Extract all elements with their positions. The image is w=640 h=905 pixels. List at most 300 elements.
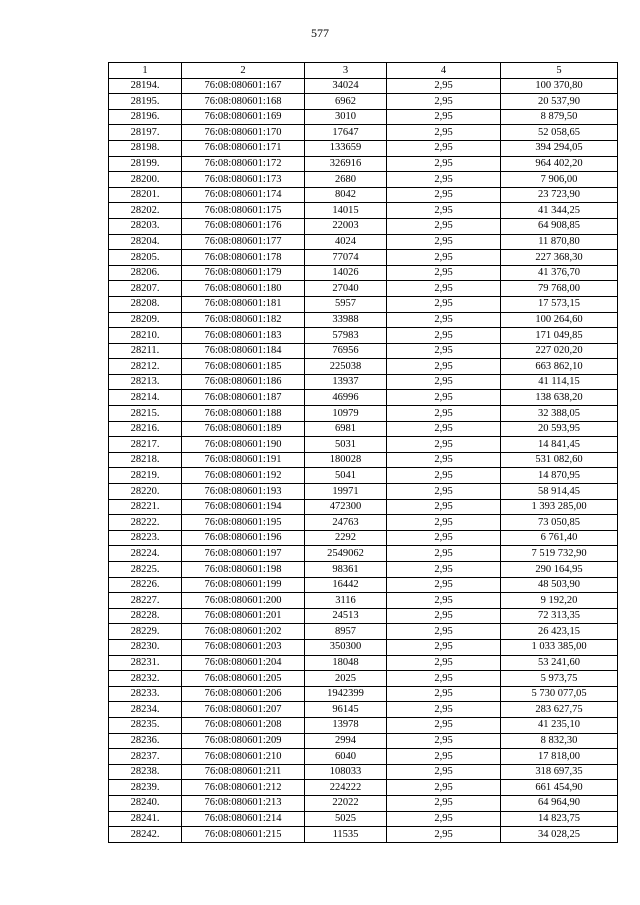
column-header: 4 xyxy=(387,63,501,79)
row-number-cell: 28213. xyxy=(109,374,182,390)
amount-cell: 9 192,20 xyxy=(501,593,618,609)
area-cell: 76956 xyxy=(305,343,387,359)
rate-cell: 2,95 xyxy=(387,639,501,655)
area-cell: 17647 xyxy=(305,125,387,141)
cadastral-number-cell: 76:08:080601:169 xyxy=(182,109,305,125)
amount-cell: 64 908,85 xyxy=(501,218,618,234)
rate-cell: 2,95 xyxy=(387,686,501,702)
table-row xyxy=(109,109,618,125)
rate-cell: 2,95 xyxy=(387,546,501,562)
cadastral-number-cell: 76:08:080601:210 xyxy=(182,749,305,765)
cadastral-number-cell: 76:08:080601:200 xyxy=(182,593,305,609)
table-header-row xyxy=(109,63,618,79)
column-header: 5 xyxy=(501,63,618,79)
cadastral-number-cell: 76:08:080601:188 xyxy=(182,406,305,422)
row-number-cell: 28238. xyxy=(109,764,182,780)
amount-cell: 964 402,20 xyxy=(501,156,618,172)
amount-cell: 58 914,45 xyxy=(501,484,618,500)
table-row xyxy=(109,187,618,203)
cadastral-number-cell: 76:08:080601:176 xyxy=(182,218,305,234)
cadastral-number-cell: 76:08:080601:174 xyxy=(182,187,305,203)
rate-cell: 2,95 xyxy=(387,593,501,609)
amount-cell: 34 028,25 xyxy=(501,827,618,843)
row-number-cell: 28221. xyxy=(109,499,182,515)
amount-cell: 7 906,00 xyxy=(501,172,618,188)
area-cell: 57983 xyxy=(305,328,387,344)
area-cell: 2292 xyxy=(305,530,387,546)
cadastral-number-cell: 76:08:080601:213 xyxy=(182,795,305,811)
cadastral-number-cell: 76:08:080601:189 xyxy=(182,421,305,437)
row-number-cell: 28242. xyxy=(109,827,182,843)
row-number-cell: 28208. xyxy=(109,296,182,312)
amount-cell: 79 768,00 xyxy=(501,281,618,297)
cadastral-number-cell: 76:08:080601:182 xyxy=(182,312,305,328)
table-row xyxy=(109,421,618,437)
area-cell: 108033 xyxy=(305,764,387,780)
area-cell: 5025 xyxy=(305,811,387,827)
row-number-cell: 28207. xyxy=(109,281,182,297)
amount-cell: 100 370,80 xyxy=(501,78,618,94)
amount-cell: 8 879,50 xyxy=(501,109,618,125)
row-number-cell: 28219. xyxy=(109,468,182,484)
row-number-cell: 28231. xyxy=(109,655,182,671)
cadastral-number-cell: 76:08:080601:167 xyxy=(182,78,305,94)
row-number-cell: 28241. xyxy=(109,811,182,827)
table-row xyxy=(109,468,618,484)
cadastral-number-cell: 76:08:080601:184 xyxy=(182,343,305,359)
amount-cell: 138 638,20 xyxy=(501,390,618,406)
table-row xyxy=(109,94,618,110)
cadastral-number-cell: 76:08:080601:209 xyxy=(182,733,305,749)
rate-cell: 2,95 xyxy=(387,94,501,110)
area-cell: 96145 xyxy=(305,702,387,718)
row-number-cell: 28194. xyxy=(109,78,182,94)
table-row xyxy=(109,811,618,827)
rate-cell: 2,95 xyxy=(387,203,501,219)
row-number-cell: 28201. xyxy=(109,187,182,203)
row-number-cell: 28218. xyxy=(109,452,182,468)
cadastral-number-cell: 76:08:080601:193 xyxy=(182,484,305,500)
row-number-cell: 28206. xyxy=(109,265,182,281)
row-number-cell: 28227. xyxy=(109,593,182,609)
row-number-cell: 28211. xyxy=(109,343,182,359)
area-cell: 46996 xyxy=(305,390,387,406)
cadastral-number-cell: 76:08:080601:194 xyxy=(182,499,305,515)
amount-cell: 171 049,85 xyxy=(501,328,618,344)
area-cell: 350300 xyxy=(305,639,387,655)
table-row xyxy=(109,624,618,640)
rate-cell: 2,95 xyxy=(387,827,501,843)
area-cell: 5957 xyxy=(305,296,387,312)
area-cell: 2994 xyxy=(305,733,387,749)
amount-cell: 14 870,95 xyxy=(501,468,618,484)
amount-cell: 394 294,05 xyxy=(501,140,618,156)
cadastral-number-cell: 76:08:080601:201 xyxy=(182,608,305,624)
area-cell: 180028 xyxy=(305,452,387,468)
rate-cell: 2,95 xyxy=(387,717,501,733)
cadastral-number-cell: 76:08:080601:171 xyxy=(182,140,305,156)
table-row xyxy=(109,328,618,344)
table-row xyxy=(109,250,618,266)
rate-cell: 2,95 xyxy=(387,265,501,281)
cadastral-number-cell: 76:08:080601:168 xyxy=(182,94,305,110)
row-number-cell: 28212. xyxy=(109,359,182,375)
row-number-cell: 28216. xyxy=(109,421,182,437)
row-number-cell: 28234. xyxy=(109,702,182,718)
data-table xyxy=(108,62,618,843)
area-cell: 5041 xyxy=(305,468,387,484)
amount-cell: 11 870,80 xyxy=(501,234,618,250)
table-row xyxy=(109,608,618,624)
amount-cell: 318 697,35 xyxy=(501,764,618,780)
row-number-cell: 28237. xyxy=(109,749,182,765)
rate-cell: 2,95 xyxy=(387,328,501,344)
row-number-cell: 28197. xyxy=(109,125,182,141)
row-number-cell: 28200. xyxy=(109,172,182,188)
row-number-cell: 28202. xyxy=(109,203,182,219)
area-cell: 2680 xyxy=(305,172,387,188)
rate-cell: 2,95 xyxy=(387,156,501,172)
amount-cell: 73 050,85 xyxy=(501,515,618,531)
table-row xyxy=(109,156,618,172)
area-cell: 77074 xyxy=(305,250,387,266)
rate-cell: 2,95 xyxy=(387,499,501,515)
rate-cell: 2,95 xyxy=(387,655,501,671)
area-cell: 5031 xyxy=(305,437,387,453)
amount-cell: 17 818,00 xyxy=(501,749,618,765)
rate-cell: 2,95 xyxy=(387,530,501,546)
table-row xyxy=(109,312,618,328)
cadastral-number-cell: 76:08:080601:192 xyxy=(182,468,305,484)
amount-cell: 7 519 732,90 xyxy=(501,546,618,562)
table-row xyxy=(109,562,618,578)
table-row xyxy=(109,795,618,811)
amount-cell: 41 376,70 xyxy=(501,265,618,281)
area-cell: 18048 xyxy=(305,655,387,671)
area-cell: 14015 xyxy=(305,203,387,219)
row-number-cell: 28199. xyxy=(109,156,182,172)
area-cell: 326916 xyxy=(305,156,387,172)
cadastral-number-cell: 76:08:080601:178 xyxy=(182,250,305,266)
table-row xyxy=(109,343,618,359)
rate-cell: 2,95 xyxy=(387,390,501,406)
rate-cell: 2,95 xyxy=(387,515,501,531)
row-number-cell: 28195. xyxy=(109,94,182,110)
rate-cell: 2,95 xyxy=(387,795,501,811)
row-number-cell: 28236. xyxy=(109,733,182,749)
area-cell: 34024 xyxy=(305,78,387,94)
cadastral-number-cell: 76:08:080601:175 xyxy=(182,203,305,219)
table-row xyxy=(109,374,618,390)
cadastral-number-cell: 76:08:080601:195 xyxy=(182,515,305,531)
row-number-cell: 28214. xyxy=(109,390,182,406)
area-cell: 27040 xyxy=(305,281,387,297)
table-row xyxy=(109,702,618,718)
table-row xyxy=(109,686,618,702)
table-row xyxy=(109,780,618,796)
row-number-cell: 28204. xyxy=(109,234,182,250)
rate-cell: 2,95 xyxy=(387,733,501,749)
cadastral-number-cell: 76:08:080601:173 xyxy=(182,172,305,188)
area-cell: 24513 xyxy=(305,608,387,624)
area-cell: 8042 xyxy=(305,187,387,203)
rate-cell: 2,95 xyxy=(387,109,501,125)
area-cell: 6962 xyxy=(305,94,387,110)
rate-cell: 2,95 xyxy=(387,452,501,468)
amount-cell: 290 164,95 xyxy=(501,562,618,578)
cadastral-number-cell: 76:08:080601:183 xyxy=(182,328,305,344)
table-row xyxy=(109,546,618,562)
cadastral-number-cell: 76:08:080601:185 xyxy=(182,359,305,375)
table-row xyxy=(109,717,618,733)
area-cell: 2549062 xyxy=(305,546,387,562)
table-row xyxy=(109,499,618,515)
area-cell: 11535 xyxy=(305,827,387,843)
area-cell: 1942399 xyxy=(305,686,387,702)
rate-cell: 2,95 xyxy=(387,140,501,156)
table-row xyxy=(109,577,618,593)
amount-cell: 41 114,15 xyxy=(501,374,618,390)
table-row xyxy=(109,78,618,94)
table-row xyxy=(109,593,618,609)
amount-cell: 52 058,65 xyxy=(501,125,618,141)
table-row xyxy=(109,296,618,312)
row-number-cell: 28240. xyxy=(109,795,182,811)
table-body xyxy=(109,78,618,842)
row-number-cell: 28226. xyxy=(109,577,182,593)
area-cell: 22022 xyxy=(305,795,387,811)
amount-cell: 227 368,30 xyxy=(501,250,618,266)
amount-cell: 64 964,90 xyxy=(501,795,618,811)
table-row xyxy=(109,234,618,250)
row-number-cell: 28205. xyxy=(109,250,182,266)
cadastral-number-cell: 76:08:080601:205 xyxy=(182,671,305,687)
cadastral-number-cell: 76:08:080601:181 xyxy=(182,296,305,312)
amount-cell: 72 313,35 xyxy=(501,608,618,624)
row-number-cell: 28225. xyxy=(109,562,182,578)
rate-cell: 2,95 xyxy=(387,312,501,328)
cadastral-number-cell: 76:08:080601:186 xyxy=(182,374,305,390)
cadastral-number-cell: 76:08:080601:199 xyxy=(182,577,305,593)
cadastral-number-cell: 76:08:080601:211 xyxy=(182,764,305,780)
table-row xyxy=(109,655,618,671)
area-cell: 33988 xyxy=(305,312,387,328)
area-cell: 13978 xyxy=(305,717,387,733)
rate-cell: 2,95 xyxy=(387,780,501,796)
row-number-cell: 28232. xyxy=(109,671,182,687)
rate-cell: 2,95 xyxy=(387,172,501,188)
cadastral-number-cell: 76:08:080601:190 xyxy=(182,437,305,453)
row-number-cell: 28235. xyxy=(109,717,182,733)
area-cell: 225038 xyxy=(305,359,387,375)
amount-cell: 5 973,75 xyxy=(501,671,618,687)
rate-cell: 2,95 xyxy=(387,468,501,484)
table-row xyxy=(109,530,618,546)
table-row xyxy=(109,218,618,234)
rate-cell: 2,95 xyxy=(387,281,501,297)
rate-cell: 2,95 xyxy=(387,296,501,312)
rate-cell: 2,95 xyxy=(387,624,501,640)
area-cell: 4024 xyxy=(305,234,387,250)
amount-cell: 20 537,90 xyxy=(501,94,618,110)
rate-cell: 2,95 xyxy=(387,437,501,453)
rate-cell: 2,95 xyxy=(387,671,501,687)
amount-cell: 283 627,75 xyxy=(501,702,618,718)
area-cell: 19971 xyxy=(305,484,387,500)
amount-cell: 8 832,30 xyxy=(501,733,618,749)
amount-cell: 1 393 285,00 xyxy=(501,499,618,515)
table-row xyxy=(109,639,618,655)
column-header: 3 xyxy=(305,63,387,79)
amount-cell: 227 020,20 xyxy=(501,343,618,359)
rate-cell: 2,95 xyxy=(387,359,501,375)
rate-cell: 2,95 xyxy=(387,608,501,624)
cadastral-number-cell: 76:08:080601:208 xyxy=(182,717,305,733)
area-cell: 13937 xyxy=(305,374,387,390)
cadastral-number-cell: 76:08:080601:214 xyxy=(182,811,305,827)
rate-cell: 2,95 xyxy=(387,187,501,203)
table-row xyxy=(109,733,618,749)
area-cell: 14026 xyxy=(305,265,387,281)
area-cell: 3010 xyxy=(305,109,387,125)
area-cell: 2025 xyxy=(305,671,387,687)
cadastral-number-cell: 76:08:080601:206 xyxy=(182,686,305,702)
table-row xyxy=(109,437,618,453)
amount-cell: 6 761,40 xyxy=(501,530,618,546)
table-row xyxy=(109,125,618,141)
rate-cell: 2,95 xyxy=(387,218,501,234)
amount-cell: 100 264,60 xyxy=(501,312,618,328)
rate-cell: 2,95 xyxy=(387,421,501,437)
amount-cell: 663 862,10 xyxy=(501,359,618,375)
cadastral-number-cell: 76:08:080601:177 xyxy=(182,234,305,250)
table-row xyxy=(109,203,618,219)
cadastral-number-cell: 76:08:080601:180 xyxy=(182,281,305,297)
rate-cell: 2,95 xyxy=(387,234,501,250)
row-number-cell: 28215. xyxy=(109,406,182,422)
area-cell: 22003 xyxy=(305,218,387,234)
amount-cell: 41 235,10 xyxy=(501,717,618,733)
area-cell: 6981 xyxy=(305,421,387,437)
row-number-cell: 28203. xyxy=(109,218,182,234)
area-cell: 6040 xyxy=(305,749,387,765)
area-cell: 133659 xyxy=(305,140,387,156)
rate-cell: 2,95 xyxy=(387,749,501,765)
table-row xyxy=(109,764,618,780)
rate-cell: 2,95 xyxy=(387,343,501,359)
column-header: 2 xyxy=(182,63,305,79)
rate-cell: 2,95 xyxy=(387,702,501,718)
amount-cell: 48 503,90 xyxy=(501,577,618,593)
table-row xyxy=(109,281,618,297)
cadastral-number-cell: 76:08:080601:198 xyxy=(182,562,305,578)
amount-cell: 26 423,15 xyxy=(501,624,618,640)
rate-cell: 2,95 xyxy=(387,406,501,422)
table-row xyxy=(109,827,618,843)
cadastral-number-cell: 76:08:080601:203 xyxy=(182,639,305,655)
rate-cell: 2,95 xyxy=(387,78,501,94)
rate-cell: 2,95 xyxy=(387,811,501,827)
cadastral-number-cell: 76:08:080601:196 xyxy=(182,530,305,546)
amount-cell: 32 388,05 xyxy=(501,406,618,422)
area-cell: 224222 xyxy=(305,780,387,796)
area-cell: 472300 xyxy=(305,499,387,515)
row-number-cell: 28229. xyxy=(109,624,182,640)
cadastral-number-cell: 76:08:080601:172 xyxy=(182,156,305,172)
amount-cell: 5 730 077,05 xyxy=(501,686,618,702)
table-row xyxy=(109,172,618,188)
cadastral-number-cell: 76:08:080601:179 xyxy=(182,265,305,281)
area-cell: 10979 xyxy=(305,406,387,422)
cadastral-number-cell: 76:08:080601:204 xyxy=(182,655,305,671)
amount-cell: 1 033 385,00 xyxy=(501,639,618,655)
rate-cell: 2,95 xyxy=(387,562,501,578)
cadastral-number-cell: 76:08:080601:212 xyxy=(182,780,305,796)
row-number-cell: 28223. xyxy=(109,530,182,546)
area-cell: 3116 xyxy=(305,593,387,609)
rate-cell: 2,95 xyxy=(387,764,501,780)
rate-cell: 2,95 xyxy=(387,484,501,500)
cadastral-number-cell: 76:08:080601:191 xyxy=(182,452,305,468)
amount-cell: 531 082,60 xyxy=(501,452,618,468)
row-number-cell: 28220. xyxy=(109,484,182,500)
area-cell: 24763 xyxy=(305,515,387,531)
amount-cell: 20 593,95 xyxy=(501,421,618,437)
table-row xyxy=(109,484,618,500)
rate-cell: 2,95 xyxy=(387,374,501,390)
rate-cell: 2,95 xyxy=(387,125,501,141)
row-number-cell: 28224. xyxy=(109,546,182,562)
amount-cell: 23 723,90 xyxy=(501,187,618,203)
page-number: 577 xyxy=(311,26,329,40)
cadastral-number-cell: 76:08:080601:215 xyxy=(182,827,305,843)
table-row xyxy=(109,749,618,765)
rate-cell: 2,95 xyxy=(387,577,501,593)
table-row xyxy=(109,359,618,375)
amount-cell: 14 823,75 xyxy=(501,811,618,827)
table-row xyxy=(109,390,618,406)
amount-cell: 53 241,60 xyxy=(501,655,618,671)
row-number-cell: 28198. xyxy=(109,140,182,156)
row-number-cell: 28222. xyxy=(109,515,182,531)
column-header: 1 xyxy=(109,63,182,79)
row-number-cell: 28196. xyxy=(109,109,182,125)
amount-cell: 14 841,45 xyxy=(501,437,618,453)
row-number-cell: 28209. xyxy=(109,312,182,328)
cadastral-number-cell: 76:08:080601:207 xyxy=(182,702,305,718)
row-number-cell: 28239. xyxy=(109,780,182,796)
amount-cell: 661 454,90 xyxy=(501,780,618,796)
row-number-cell: 28233. xyxy=(109,686,182,702)
amount-cell: 17 573,15 xyxy=(501,296,618,312)
row-number-cell: 28228. xyxy=(109,608,182,624)
table-row xyxy=(109,406,618,422)
cadastral-number-cell: 76:08:080601:170 xyxy=(182,125,305,141)
cadastral-number-cell: 76:08:080601:197 xyxy=(182,546,305,562)
table-row xyxy=(109,515,618,531)
rate-cell: 2,95 xyxy=(387,250,501,266)
area-cell: 8957 xyxy=(305,624,387,640)
row-number-cell: 28210. xyxy=(109,328,182,344)
table-row xyxy=(109,671,618,687)
table-row xyxy=(109,452,618,468)
area-cell: 98361 xyxy=(305,562,387,578)
row-number-cell: 28217. xyxy=(109,437,182,453)
cadastral-number-cell: 76:08:080601:202 xyxy=(182,624,305,640)
cadastral-number-cell: 76:08:080601:187 xyxy=(182,390,305,406)
table-row xyxy=(109,265,618,281)
area-cell: 16442 xyxy=(305,577,387,593)
